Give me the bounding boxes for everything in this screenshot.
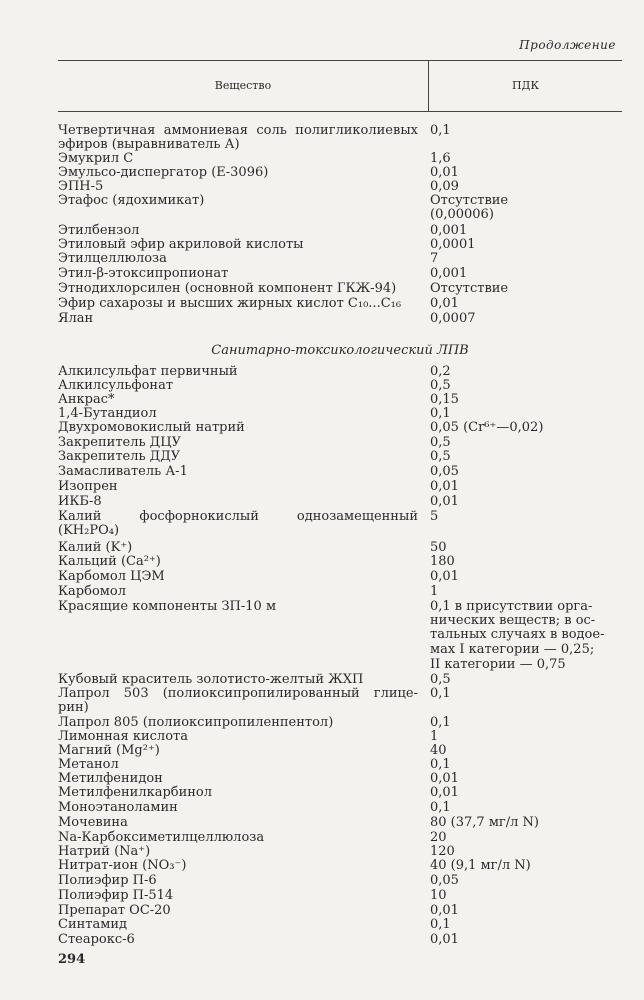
pdk-value: (0,00006) (430, 207, 494, 222)
pdk-value: 0,5 (430, 672, 451, 687)
table-header (58, 60, 622, 112)
pdk-value: 50 (430, 540, 447, 555)
pdk-value: 0,01 (430, 165, 459, 180)
substance-name: Алкилсульфонат (58, 378, 174, 393)
substance-name: Na-Карбоксиметилцеллюлоза (58, 830, 265, 845)
pdk-value: 40 (9,1 мг/л N) (430, 858, 531, 873)
pdk-value: 0,1 (430, 800, 451, 815)
substance-name: ИКБ-8 (58, 494, 102, 509)
substance-name: Замасливатель А-1 (58, 464, 188, 479)
substance-name: Моноэтаноламин (58, 800, 178, 815)
pdk-value: 0,5 (430, 449, 451, 464)
pdk-value: тальных случаях в водое- (430, 627, 605, 642)
substance-name: Лимонная кислота (58, 729, 188, 744)
substance-name: Полиэфир П-6 (58, 873, 157, 888)
substance-name: Метанол (58, 757, 119, 772)
pdk-value: 80 (37,7 мг/л N) (430, 815, 539, 830)
substance-name: Кубовый краситель золотисто-желтый ЖХП (58, 672, 364, 687)
pdk-value: 0,1 (430, 917, 451, 932)
substance-name: Четвертичная аммониевая соль полигликолиевых (58, 123, 418, 138)
pdk-value: 7 (430, 251, 439, 266)
pdk-value: 0,5 (430, 378, 451, 393)
substance-name: Этил-β-этоксипропионат (58, 266, 229, 281)
substance-name: Карбомол (58, 584, 126, 599)
substance-name: Алкилсульфат первичный (58, 364, 238, 379)
substance-name: Этнодихлорсилен (основной компонент ГКЖ-94) (58, 281, 397, 296)
substance-name: Этафос (ядохимикат) (58, 193, 205, 208)
substance-name: Двухромовокислый натрий (58, 420, 245, 435)
substance-name: Этиловый эфир акриловой кислоты (58, 237, 304, 252)
pdk-value: 1 (430, 584, 439, 599)
substance-name: Лапрол 503 (полиоксипропилированный глице- (58, 686, 418, 701)
substance-name: Эфир сахарозы и высших жирных кислот С₁₀...С₁₆ (58, 296, 402, 311)
pdk-value: 0,01 (430, 932, 459, 947)
pdk-value: 0,2 (430, 364, 451, 379)
page-number: 294 (58, 952, 86, 967)
pdk-value: нических веществ; в ос- (430, 613, 596, 628)
pdk-value: 40 (430, 743, 447, 758)
substance-name: (KH₂PO₄) (58, 523, 120, 538)
pdk-value: 0,0007 (430, 311, 476, 326)
substance-name: Натрий (Na⁺) (58, 844, 151, 859)
pdk-value: 10 (430, 888, 447, 903)
pdk-value: Отсутствие (430, 281, 509, 296)
pdk-value: 0,1 (430, 406, 451, 421)
substance-name: Препарат ОС-20 (58, 903, 171, 918)
pdk-value: 0,01 (430, 494, 459, 509)
pdk-value: 0,1 (430, 757, 451, 772)
pdk-value: 0,01 (430, 479, 459, 494)
pdk-value: 0,1 (430, 686, 451, 701)
substance-name: Нитрат-ион (NO₃⁻) (58, 858, 187, 873)
substance-name: Метилфенилкарбинол (58, 785, 213, 800)
substance-name: Изопрен (58, 479, 118, 494)
substance-name: Этилбензол (58, 223, 140, 238)
pdk-value: II категории — 0,75 (430, 657, 566, 672)
pdk-value: 120 (430, 844, 455, 859)
substance-name: Калий (K⁺) (58, 540, 133, 555)
pdk-value: 0,01 (430, 785, 459, 800)
substance-name: Этилцеллюлоза (58, 251, 167, 266)
pdk-value: 1 (430, 729, 439, 744)
pdk-value: 0,01 (430, 296, 459, 311)
substance-name: Красящие компоненты ЗП-10 м (58, 599, 277, 614)
substance-name: 1,4-Бутандиол (58, 406, 157, 421)
pdk-value: 180 (430, 554, 455, 569)
substance-name: Магний (Mg²⁺) (58, 743, 160, 758)
substance-name: Эмукрил С (58, 151, 134, 166)
substance-name: Синтамид (58, 917, 127, 932)
pdk-value: 0,5 (430, 435, 451, 450)
pdk-value: 0,01 (430, 569, 459, 584)
column-header-pdk: ПДК (511, 79, 540, 92)
pdk-value: мах I категории — 0,25; (430, 642, 595, 657)
pdk-value: 0,1 (430, 715, 451, 730)
substance-name: Лапрол 805 (полиоксипропиленпентол) (58, 715, 334, 730)
substance-name: Полиэфир П-514 (58, 888, 174, 903)
pdk-value: 0,09 (430, 179, 459, 194)
pdk-value: 0,05 (430, 873, 459, 888)
pdk-value: 0,05 (430, 464, 459, 479)
continuation-label: Продолжение (519, 38, 616, 52)
substance-name: Карбомол ЦЭМ (58, 569, 165, 584)
section-title: Санитарно-токсикологический ЛПВ (211, 343, 469, 358)
pdk-value: Отсутствие (430, 193, 509, 208)
substance-name: Кальций (Ca²⁺) (58, 554, 161, 569)
pdk-value: 0,001 (430, 266, 468, 281)
pdk-value: 0,0001 (430, 237, 476, 252)
column-header-substance: Вещество (214, 79, 272, 92)
pdk-value: 5 (430, 509, 439, 524)
substance-name: эфиров (выравниватель А) (58, 137, 240, 152)
substance-name: рин) (58, 700, 89, 715)
pdk-value: 20 (430, 830, 447, 845)
pdk-value: 0,01 (430, 771, 459, 786)
substance-name: Закрепитель ДДУ (58, 449, 181, 464)
substance-name: Закрепитель ДЦУ (58, 435, 181, 450)
substance-name: ЭПН-5 (58, 179, 104, 194)
substance-name: Ялан (58, 311, 94, 326)
substance-name: Анкрас* (58, 392, 115, 407)
substance-name: Метилфенидон (58, 771, 163, 786)
substance-name: Стеарокс-6 (58, 932, 135, 947)
pdk-value: 0,15 (430, 392, 459, 407)
pdk-value: 0,001 (430, 223, 468, 238)
pdk-value: 1,6 (430, 151, 451, 166)
substance-name: Мочевина (58, 815, 128, 830)
substance-name: Эмульсо-диспергатор (Е-3096) (58, 165, 269, 180)
pdk-value: 0,1 в присутствии орга- (430, 599, 593, 614)
pdk-value: 0,01 (430, 903, 459, 918)
pdk-value: 0,05 (Cr⁶⁺—0,02) (430, 420, 544, 435)
pdk-value: 0,1 (430, 123, 451, 138)
substance-name: Калий фосфорнокислый однозамещенный (58, 509, 418, 524)
